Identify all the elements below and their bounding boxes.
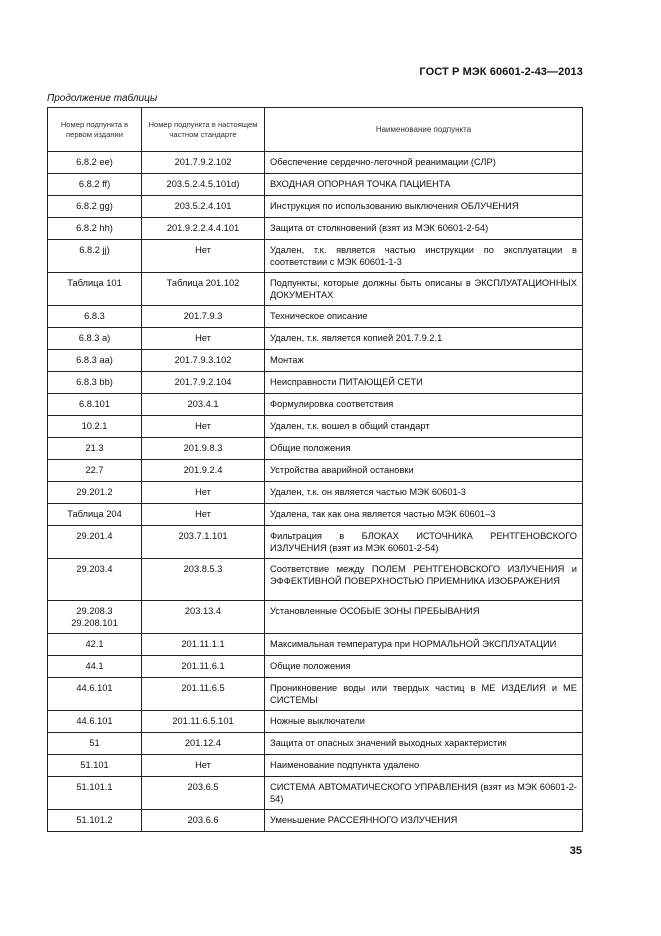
table-row — [48, 482, 583, 504]
cell-current-standard: 203.13.4 — [142, 601, 265, 634]
column-header-current-standard: Номер подпункта в настоящем частном стандарте — [142, 108, 265, 152]
cell-first-edition: 29.203.4 — [48, 559, 142, 601]
cell-first-edition: 29.201.4 — [48, 526, 142, 559]
cell-subclause-name: Удален, т.к. является копией 201.7.9.2.1 — [265, 328, 583, 350]
cell-current-standard: 201.7.9.2.102 — [142, 152, 265, 174]
cell-current-standard: 201.11.6.5.101 — [142, 711, 265, 733]
cell-subclause-name: Фильтрация в БЛОКАХ ИСТОЧНИКА РЕНТГЕНОВСКОГО ИЗЛУЧЕНИЯ (взят из МЭК 60601-2-54) — [265, 526, 583, 559]
cell-first-edition: 51 — [48, 733, 142, 755]
cell-current-standard: 201.11.1.1 — [142, 634, 265, 656]
cell-current-standard: 203.5.2.4.101 — [142, 196, 265, 218]
table-row — [48, 460, 583, 482]
cell-first-edition: 10.2.1 — [48, 416, 142, 438]
table-row — [48, 196, 583, 218]
page-number: 35 — [569, 845, 582, 857]
cell-first-edition: 22.7 — [48, 460, 142, 482]
cell-current-standard: Таблица 201.102 — [142, 273, 265, 306]
cell-subclause-name: Соответствие между ПОЛЕМ РЕНТГЕНОВСКОГО ИЗЛУЧЕНИЯ и ЭФФЕКТИВНОЙ ПОВЕРХНОСТЬЮ ПРИЕМНИКА ИЗОБРАЖЕНИЯ — [265, 559, 583, 601]
cell-first-edition: 51.101.1 — [48, 777, 142, 810]
table-row — [48, 174, 583, 196]
cell-first-edition: 6.8.2 hh) — [48, 218, 142, 240]
table-row — [48, 601, 583, 634]
cell-first-edition: 6.8.101 — [48, 394, 142, 416]
cell-subclause-name: Подпункты, которые должны быть описаны в ЭКСПЛУАТАЦИОННЫХ ДОКУМЕНТАХ — [265, 273, 583, 306]
cell-subclause-name: Проникновение воды или твердых частиц в МЕ ИЗДЕЛИЯ и МЕ СИСТЕМЫ — [265, 678, 583, 711]
cell-current-standard: 201.11.6.1 — [142, 656, 265, 678]
cell-subclause-name: Формулировка соответствия — [265, 394, 583, 416]
table-row — [48, 328, 583, 350]
cell-current-standard: 203.4.1 — [142, 394, 265, 416]
cell-current-standard: 203.5.2.4.5.101d) — [142, 174, 265, 196]
cell-first-edition: 6.8.2 gg) — [48, 196, 142, 218]
table-row — [48, 350, 583, 372]
cell-subclause-name: Техническое описание — [265, 306, 583, 328]
table-row — [48, 711, 583, 733]
cell-subclause-name: Удалена, так как она является частью МЭК 60601–3 — [265, 504, 583, 526]
cell-subclause-name: Удален, т.к. является частью инструкции по эксплуатации в соответствии с МЭК 60601-1-3 — [265, 240, 583, 273]
cell-current-standard: 201.9.2.2.4.4.101 — [142, 218, 265, 240]
cell-current-standard: Нет — [142, 504, 265, 526]
cell-subclause-name: Общие положения — [265, 656, 583, 678]
table-row — [48, 678, 583, 711]
table-row — [48, 810, 583, 832]
cell-first-edition: 44.1 — [48, 656, 142, 678]
cell-current-standard: 201.7.9.2.104 — [142, 372, 265, 394]
cell-subclause-name: Наименование подпункта удалено — [265, 755, 583, 777]
cell-subclause-name: Уменьшение РАССЕЯННОГО ИЗЛУЧЕНИЯ — [265, 810, 583, 832]
cell-first-edition: 29.208.3 29.208.101 — [48, 601, 142, 634]
cell-subclause-name: Общие положения — [265, 438, 583, 460]
cell-current-standard: 201.9.2.4 — [142, 460, 265, 482]
cell-current-standard: 201.7.9.3 — [142, 306, 265, 328]
cell-subclause-name: Максимальная температура при НОРМАЛЬНОЙ ЭКСПЛУАТАЦИИ — [265, 634, 583, 656]
correspondence-table — [47, 107, 583, 832]
table-row — [48, 218, 583, 240]
cell-current-standard: 203.8.5.3 — [142, 559, 265, 601]
cell-first-edition: 51.101.2 — [48, 810, 142, 832]
standard-designation: ГОСТ Р МЭК 60601-2-43—2013 — [419, 66, 583, 78]
cell-first-edition: 21.3 — [48, 438, 142, 460]
table-row — [48, 777, 583, 810]
cell-first-edition: 6.8.3 aa) — [48, 350, 142, 372]
table-row — [48, 755, 583, 777]
cell-current-standard: 201.12.4 — [142, 733, 265, 755]
cell-subclause-name: ВХОДНАЯ ОПОРНАЯ ТОЧКА ПАЦИЕНТА — [265, 174, 583, 196]
cell-subclause-name: Установленные ОСОБЫЕ ЗОНЫ ПРЕБЫВАНИЯ — [265, 601, 583, 634]
table-row — [48, 306, 583, 328]
cell-first-edition: Таблица 204 — [48, 504, 142, 526]
cell-first-edition: Таблица 101 — [48, 273, 142, 306]
cell-current-standard: Нет — [142, 755, 265, 777]
table-row — [48, 634, 583, 656]
cell-current-standard: 203.7.1.101 — [142, 526, 265, 559]
table-row — [48, 526, 583, 559]
cell-first-edition: 6.8.3 — [48, 306, 142, 328]
cell-current-standard: Нет — [142, 240, 265, 273]
cell-subclause-name: Обеспечение сердечно-легочной реанимации (СЛР) — [265, 152, 583, 174]
cell-subclause-name: Неисправности ПИТАЮЩЕЙ СЕТИ — [265, 372, 583, 394]
table-row — [48, 416, 583, 438]
cell-subclause-name: Ножные выключатели — [265, 711, 583, 733]
cell-first-edition: 44.6.101 — [48, 711, 142, 733]
table-row — [48, 733, 583, 755]
cell-current-standard: Нет — [142, 416, 265, 438]
cell-first-edition: 6.8.3 bb) — [48, 372, 142, 394]
column-header-subclause-name: Наименование подпункта — [265, 108, 583, 152]
table-row — [48, 240, 583, 273]
cell-subclause-name: Устройства аварийной остановки — [265, 460, 583, 482]
table-row — [48, 273, 583, 306]
cell-current-standard: 201.11.6.5 — [142, 678, 265, 711]
column-header-first-edition: Номер подпункта в первом издании — [48, 108, 142, 152]
table-header-row — [48, 108, 583, 152]
table-row — [48, 152, 583, 174]
cell-subclause-name: Удален, т.к. вошел в общий стандарт — [265, 416, 583, 438]
cell-current-standard: Нет — [142, 482, 265, 504]
table-body — [48, 152, 583, 832]
table-row — [48, 504, 583, 526]
table-row — [48, 438, 583, 460]
table-continuation-caption: Продолжение таблицы — [47, 93, 158, 104]
cell-first-edition: 51.101 — [48, 755, 142, 777]
cell-current-standard: 201.9.8.3 — [142, 438, 265, 460]
cell-current-standard: 203.6.6 — [142, 810, 265, 832]
table-row — [48, 394, 583, 416]
cell-current-standard: 203.6.5 — [142, 777, 265, 810]
cell-first-edition: 6.8.2 jj) — [48, 240, 142, 273]
cell-first-edition: 6.8.2 ff) — [48, 174, 142, 196]
table-row — [48, 656, 583, 678]
cell-subclause-name: СИСТЕМА АВТОМАТИЧЕСКОГО УПРАВЛЕНИЯ (взят из МЭК 60601-2-54) — [265, 777, 583, 810]
table-row — [48, 372, 583, 394]
cell-first-edition: 44.6.101 — [48, 678, 142, 711]
cell-first-edition: 29.201.2 — [48, 482, 142, 504]
cell-subclause-name: Монтаж — [265, 350, 583, 372]
cell-first-edition: 42.1 — [48, 634, 142, 656]
cell-subclause-name: Удален, т.к. он является частью МЭК 60601-3 — [265, 482, 583, 504]
cell-current-standard: 201.7.9.3.102 — [142, 350, 265, 372]
cell-first-edition: 6.8.2 ee) — [48, 152, 142, 174]
cell-current-standard: Нет — [142, 328, 265, 350]
cell-subclause-name: Защита от столкновений (взят из МЭК 60601-2-54) — [265, 218, 583, 240]
cell-first-edition: 6.8.3 a) — [48, 328, 142, 350]
cell-subclause-name: Защита от опасных значений выходных характеристик — [265, 733, 583, 755]
table-row — [48, 559, 583, 601]
cell-subclause-name: Инструкция по использованию выключения ОБЛУЧЕНИЯ — [265, 196, 583, 218]
